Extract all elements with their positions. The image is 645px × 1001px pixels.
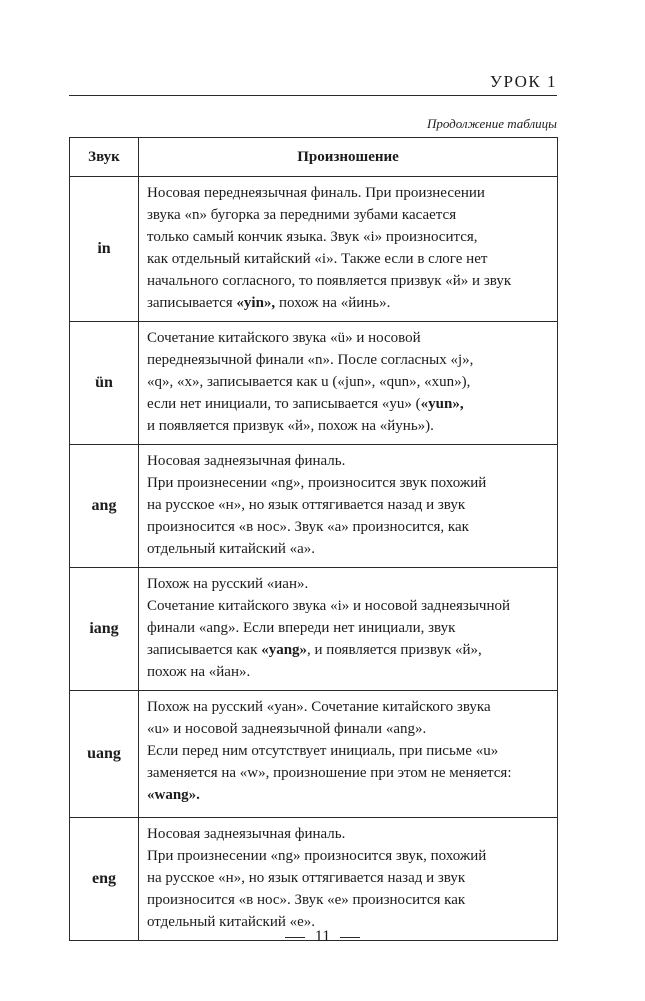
lesson-header-title: УРОК 1 [489,72,557,91]
description-line [147,573,549,595]
description-line [147,762,549,784]
text-run: Носовая заднеязычная финаль. [147,826,346,842]
text-run: Похож на русский «иан». [147,576,309,592]
table-row [70,691,558,818]
description-line [147,182,549,204]
description-line [147,617,549,639]
pronunciation-cell [139,322,558,445]
text-run: , и появляется призвук «й», [307,642,482,658]
bold-text-run: «yun», [420,396,464,412]
sound-cell: eng [70,818,139,941]
table-header-row [70,138,558,177]
description-line [147,823,549,845]
sound-cell: uang [70,691,139,818]
header-rule [69,95,557,96]
text-run: как отдельный китайский «i». Также если в слоге нет [147,251,488,267]
bold-text-run: «yin», [236,295,276,311]
text-run: Сочетание китайского звука «ü» и носовой [147,330,421,346]
footer-dash-left [285,937,305,938]
text-run: финали «ang». Если впереди нет инициали, звук [147,620,456,636]
table-row [70,322,558,445]
text-run: произносится «в нос». Звук «a» произносится, как [147,519,469,535]
description-line [147,538,549,560]
text-run: Если перед ним отсутствует инициаль, при письме «u» [147,743,499,759]
pronunciation-table [69,137,558,941]
description-line [147,718,549,740]
table-row [70,568,558,691]
description-line [147,845,549,867]
page-footer [0,928,645,946]
description-line [147,226,549,248]
sound-cell: iang [70,568,139,691]
description-line [147,784,549,806]
description-line [147,696,549,718]
text-run: записывается [147,295,237,311]
description-line [147,327,549,349]
text-run: произносится «в нос». Звук «e» произносится как [147,892,466,908]
text-run: на русское «н», но язык оттягивается назад и звук [147,870,466,886]
text-run: записывается как [147,642,262,658]
pronunciation-cell [139,818,558,941]
table-continuation-note: Продолжение таблицы [426,116,557,131]
pronunciation-cell [139,691,558,818]
pronunciation-cell [139,568,558,691]
description-line [147,450,549,472]
pronunciation-cell [139,445,558,568]
description-line [147,472,549,494]
description-line [147,393,549,415]
description-line [147,889,549,911]
text-run: Сочетание китайского звука «i» и носовой заднеязычной [147,598,511,614]
bold-text-run: «yang» [261,642,308,658]
table-row [70,445,558,568]
bold-text-run: «wang». [147,787,200,803]
table-row [70,818,558,941]
text-run: переднеязычной финали «n». После согласных «j», [147,352,474,368]
pronunciation-cell [139,177,558,322]
sound-cell: ün [70,322,139,445]
text-run: отдельный китайский «a». [147,541,316,557]
description-line [147,494,549,516]
text-run: заменяется на «w», произношение при этом не меняется: [147,765,512,781]
description-line [147,248,549,270]
text-run: если нет инициали, то записывается «yu» ( [147,396,421,412]
sound-cell: ang [70,445,139,568]
description-line [147,661,549,683]
text-run: на русское «н», но язык оттягивается назад и звук [147,497,466,513]
description-line [147,740,549,762]
column-header-pronunciation: Произношение [139,138,558,177]
text-run: похож на «йинь». [275,295,391,311]
text-run: звука «n» бугорка за передними зубами касается [147,207,457,223]
description-line [147,639,549,661]
description-line [147,371,549,393]
text-run: При произнесении «ng», произносится звук похожий [147,475,487,491]
table-row [70,177,558,322]
description-line [147,867,549,889]
column-header-sound: Звук [70,138,139,177]
text-run: начального согласного, то появляется призвук «й» и звук [147,273,512,289]
text-run: и появляется призвук «й», похож на «йунь»). [147,418,434,434]
description-line [147,204,549,226]
text-run: только самый кончик языка. Звук «i» произносится, [147,229,478,245]
description-line [147,595,549,617]
description-line [147,270,549,292]
description-line [147,349,549,371]
page-number: 11 [314,928,331,945]
sound-cell: in [70,177,139,322]
description-line [147,516,549,538]
footer-dash-right [340,937,360,938]
text-run: отдельный китайский «e». [147,914,316,930]
text-run: Похож на русский «уан». Сочетание китайского звука [147,699,491,715]
text-run: Носовая заднеязычная финаль. [147,453,346,469]
text-run: Носовая переднеязычная финаль. При произнесении [147,185,485,201]
description-line [147,415,549,437]
text-run: «q», «x», записывается как u («jun», «qun», «xun»), [147,374,471,390]
text-run: При произнесении «ng» произносится звук, похожий [147,848,487,864]
description-line [147,292,549,314]
text-run: похож на «йан». [147,664,251,680]
text-run: «u» и носовой заднеязычной финали «ang». [147,721,427,737]
